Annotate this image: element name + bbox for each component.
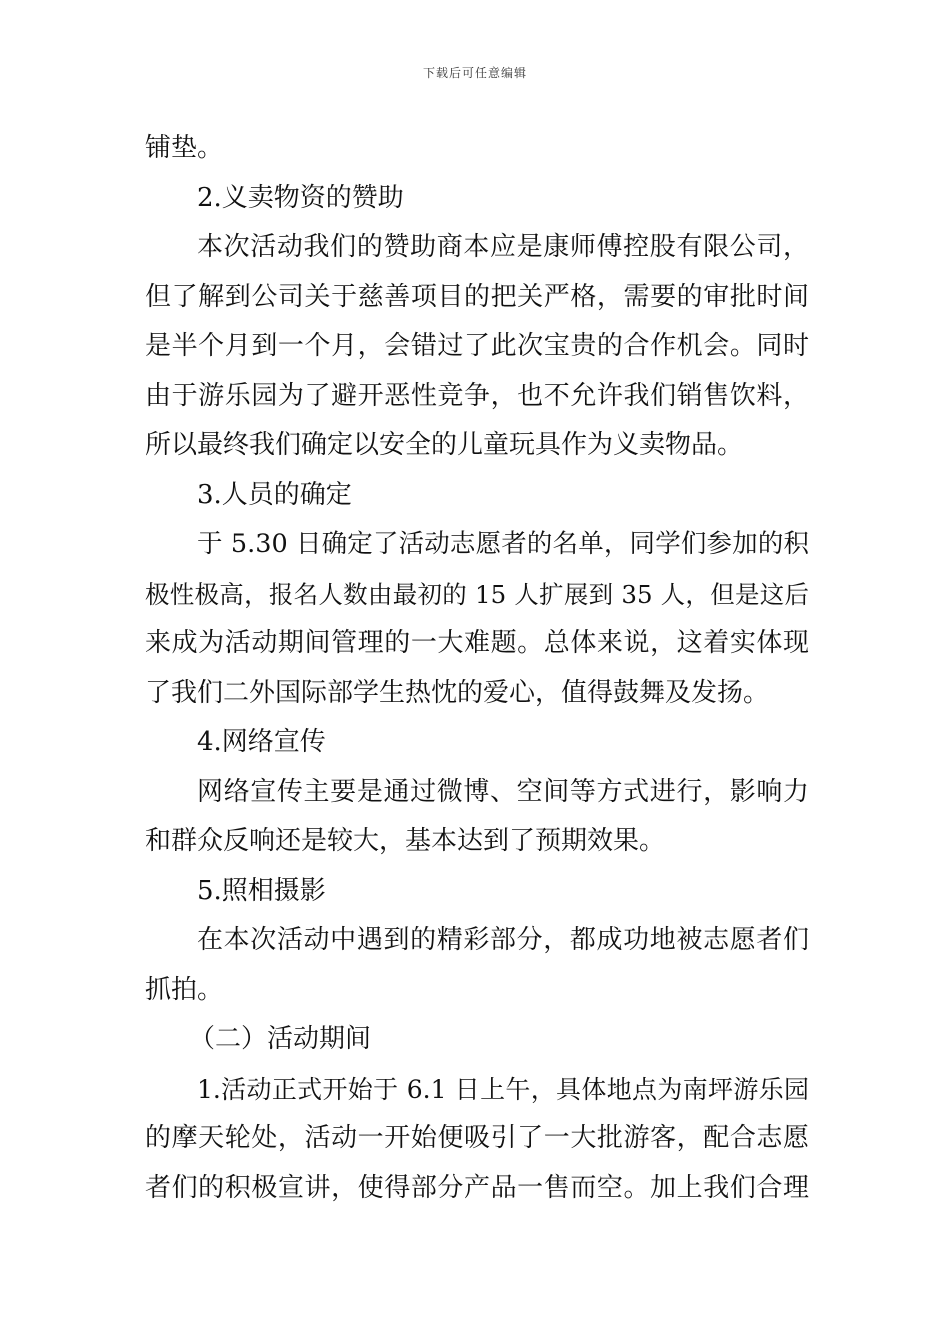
text-line: 极性极高，报名人数由最初的 15 人扩展到 35 人，但是这后 — [145, 579, 809, 609]
text-line: 抓拍。 — [145, 974, 224, 1005]
text-line: 的摩天轮处，活动一开始便吸引了一大批游客，配合志愿 — [145, 1123, 809, 1153]
text-line: 者们的积极宣讲，使得部分产品一售而空。加上我们合理 — [145, 1172, 809, 1203]
text-line: 1.活动正式开始于 6.1 日上午，具体地点为南坪游乐园 — [197, 1074, 809, 1104]
text-line: 了我们二外国际部学生热忱的爱心，值得鼓舞及发扬。 — [145, 677, 770, 708]
section-heading: （二）活动期间 — [189, 1024, 372, 1054]
page-header: 下载后可任意编辑 — [422, 66, 527, 80]
text-line: 和群众反响还是较大，基本达到了预期效果。 — [145, 826, 666, 856]
document-body — [145, 124, 809, 1213]
text-line: 由于游乐园为了避开恶性竞争，也不允许我们销售饮料， — [145, 380, 809, 411]
section-heading: 3.人员的确定 — [197, 479, 352, 510]
text-line: 在本次活动中遇到的精彩部分，都成功地被志愿者们 — [197, 925, 809, 955]
text-line: 所以最终我们确定以安全的儿童玩具作为义卖物品。 — [145, 430, 744, 460]
text-line: 于 5.30 日确定了活动志愿者的名单，同学们参加的积 — [197, 529, 809, 559]
text-line: 本次活动我们的赞助商本应是康师傅控股有限公司， — [197, 232, 809, 262]
section-heading: 2.义卖物资的赞助 — [197, 182, 404, 213]
text-line: 但了解到公司关于慈善项目的把关严格，需要的审批时间 — [145, 281, 809, 312]
text-line: 铺垫。 — [145, 133, 224, 163]
section-heading: 4.网络宣传 — [197, 727, 326, 757]
section-heading: 5.照相摄影 — [197, 875, 326, 906]
text-line: 来成为活动期间管理的一大难题。总体来说，这着实体现 — [145, 628, 809, 658]
text-line: 网络宣传主要是通过微博、空间等方式进行，影响力 — [197, 776, 809, 807]
text-line: 是半个月到一个月，会错过了此次宝贵的合作机会。同时 — [145, 331, 809, 361]
